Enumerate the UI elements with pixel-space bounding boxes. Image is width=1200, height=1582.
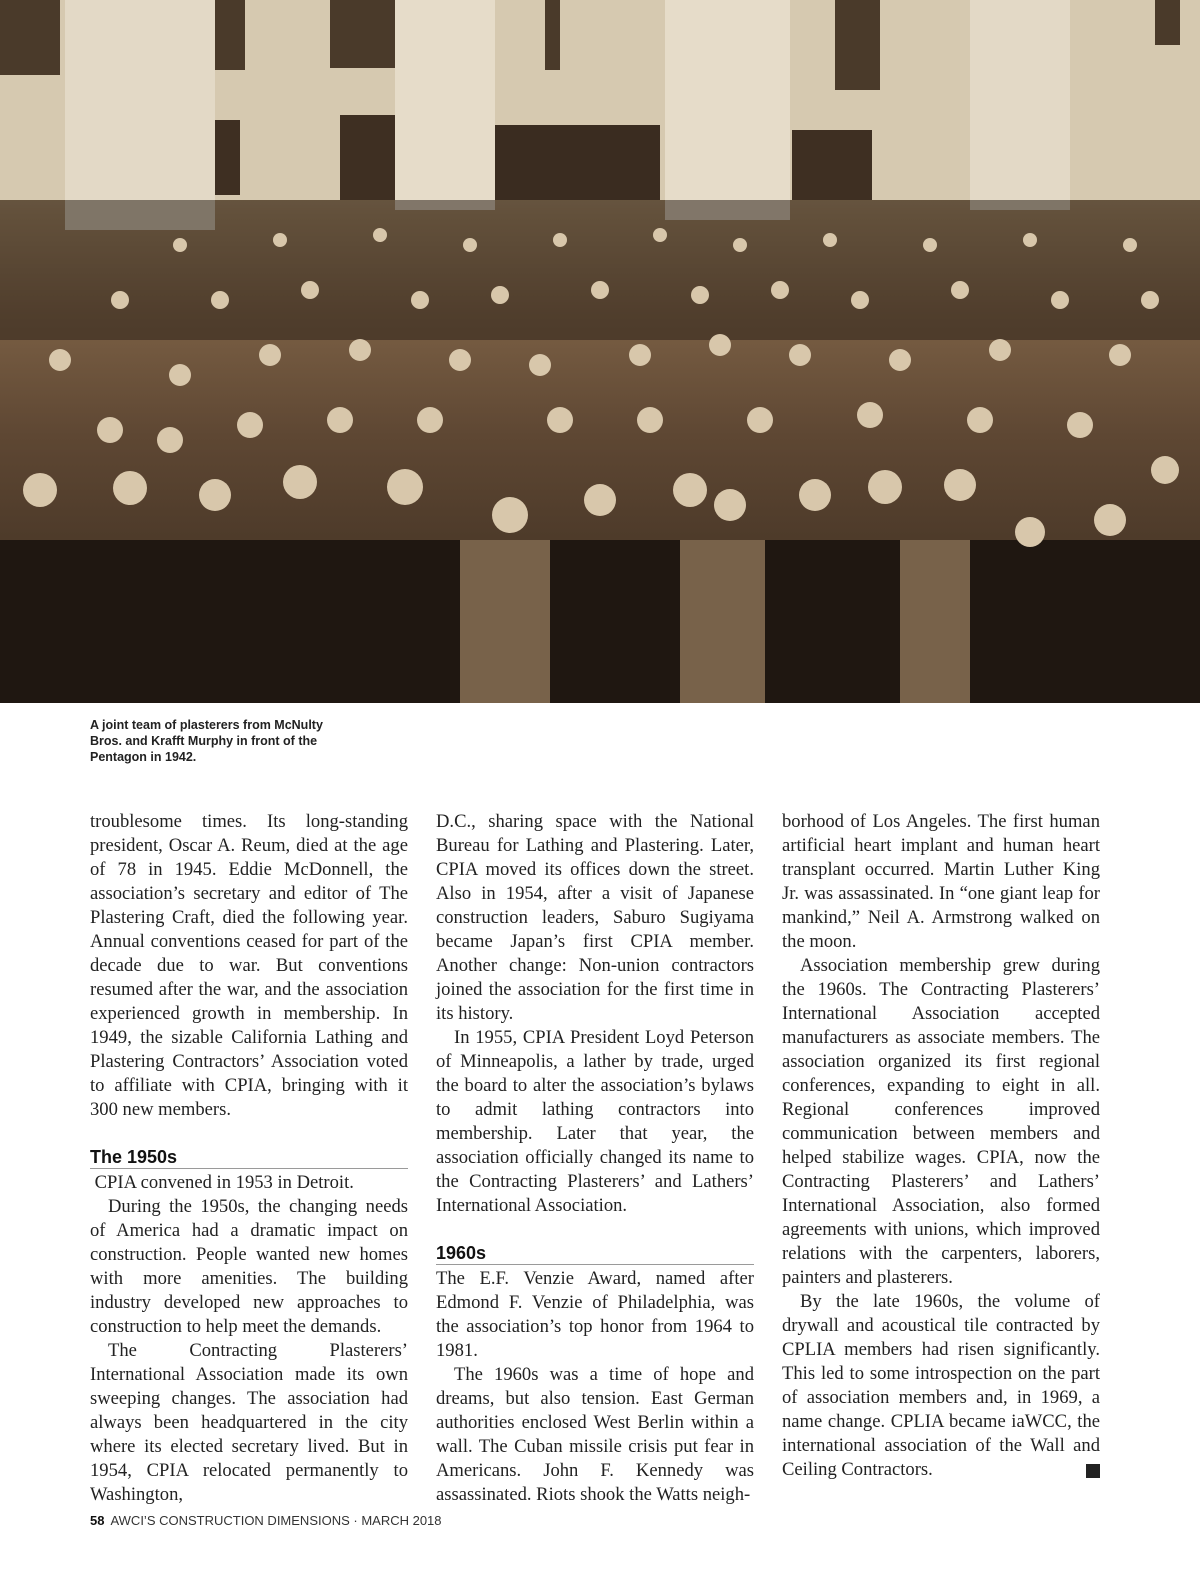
end-of-article-icon: ▶ <box>1086 1464 1100 1478</box>
paragraph: troublesome times. Its long-standing president, Oscar A. Reum, died at the age of 78 in 1945. Eddie McDonnell, the association’s secretary and editor of The Plastering Craft, died the following year. Annual conventions ceased for part of the decade due to war. But conventions resumed after the war, and the association experienced growth in membership. In 1949, the sizable California Lathing and Plastering Contractors’ Association voted to affiliate with CPIA, bringing with it 300 new members. <box>90 811 408 1120</box>
window <box>0 0 60 75</box>
doorway <box>215 120 240 195</box>
paragraph: The 1960s was a time of hope and dreams, but also tension. East German authorities enclosed West Berlin within a wall. The Cuban missile crisis put fear in Americans. John F. Kennedy was assassinated. Riots shook the Watts neigh- <box>436 1364 754 1505</box>
publication-name: AWCI’S CONSTRUCTION DIMENSIONS · MARCH 2018 <box>110 1513 442 1528</box>
paragraph: The Contracting Plasterers’ International Association made its own sweeping changes. The association had always been headquartered in the city where its elected secretary lived. But in 1954, CPIA relocated permanently to Washington, <box>90 1340 408 1505</box>
historic-group-photo <box>0 0 1200 703</box>
crowd-back-rows <box>0 200 1200 340</box>
window <box>330 0 395 68</box>
window <box>835 0 880 90</box>
doorway <box>792 130 872 200</box>
page-footer <box>90 1513 442 1528</box>
photo-illustration <box>0 0 1200 703</box>
window <box>1155 0 1180 45</box>
paragraph: Association membership grew during the 1960s. The Contracting Plasterers’ International Association accepted manufacturers as associate members. The association organized its first regional conferences, expanding to eight in all. Regional conferences improved communication between members and helped stabilize wages. CPIA, now the Contracting Plasterers’ and Lathers’ International Association, also formed agreements with unions, which improved relations with the carpenters, laborers, painters and plasterers. <box>782 955 1100 1288</box>
paragraph: In 1955, CPIA President Loyd Peterson of Minneapolis, a lather by trade, urged the board to alter the association’s bylaws to admit lathing contractors into membership. Later that year, the association officially changed its name to the Contracting Plasterers’ and Lathers’ International Association. <box>436 1027 754 1216</box>
paragraph: The E.F. Venzie Award, named after Edmond F. Venzie of Philadelphia, was the association’s top honor from 1964 to 1981. <box>436 1268 754 1361</box>
photo-caption: A joint team of plasterers from McNulty Bros. and Krafft Murphy in front of the Pentagon in 1942. <box>90 718 323 764</box>
crowd-front-row <box>0 540 1200 703</box>
column <box>970 0 1070 210</box>
paragraph-text: By the late 1960s, the volume of drywall and acoustical tile contracted by CPLIA members had risen significantly. This led to some introspection on the part of association members and, in 1969, a name change. CPLIA became iaWCC, the international association of the Wall and Ceiling Contractors. <box>782 1291 1100 1480</box>
window <box>215 0 245 70</box>
article-column-1 <box>90 810 408 1507</box>
paragraph: borhood of Los Angeles. The first human artificial heart implant and human heart transplant occurred. Martin Luther King Jr. was assassinated. In “one giant leap for mankind,” Neil A. Armstrong walked on the moon. <box>782 811 1100 952</box>
article-column-3 <box>782 810 1112 1482</box>
window <box>545 0 560 70</box>
column <box>665 0 790 220</box>
column <box>395 0 495 210</box>
page-number: 58 <box>90 1513 105 1528</box>
paragraph <box>782 1290 1112 1482</box>
paragraph: During the 1950s, the changing needs of America had a dramatic impact on construction. People wanted new homes with more amenities. The building industry developed new approaches to construction to help meet the demands. <box>90 1196 408 1337</box>
doorway <box>340 115 395 200</box>
paragraph-text: CPIA convened in 1953 in Detroit. <box>94 1172 354 1193</box>
paragraph: D.C., sharing space with the National Bureau for Lathing and Plastering. Later, CPIA moved its offices down the street. Also in 1954, after a visit of Japanese construction leaders, Saburo Sugiyama became Japan’s first CPIA member. Another change: Non-union contractors joined the association for the first time in its history. <box>436 811 754 1024</box>
paragraph <box>90 1171 408 1195</box>
doorway <box>495 125 660 200</box>
section-heading-1950s: The 1950s <box>90 1146 408 1169</box>
column <box>65 0 215 230</box>
section-heading-1960s: 1960s <box>436 1242 754 1265</box>
article-column-2 <box>436 810 754 1507</box>
